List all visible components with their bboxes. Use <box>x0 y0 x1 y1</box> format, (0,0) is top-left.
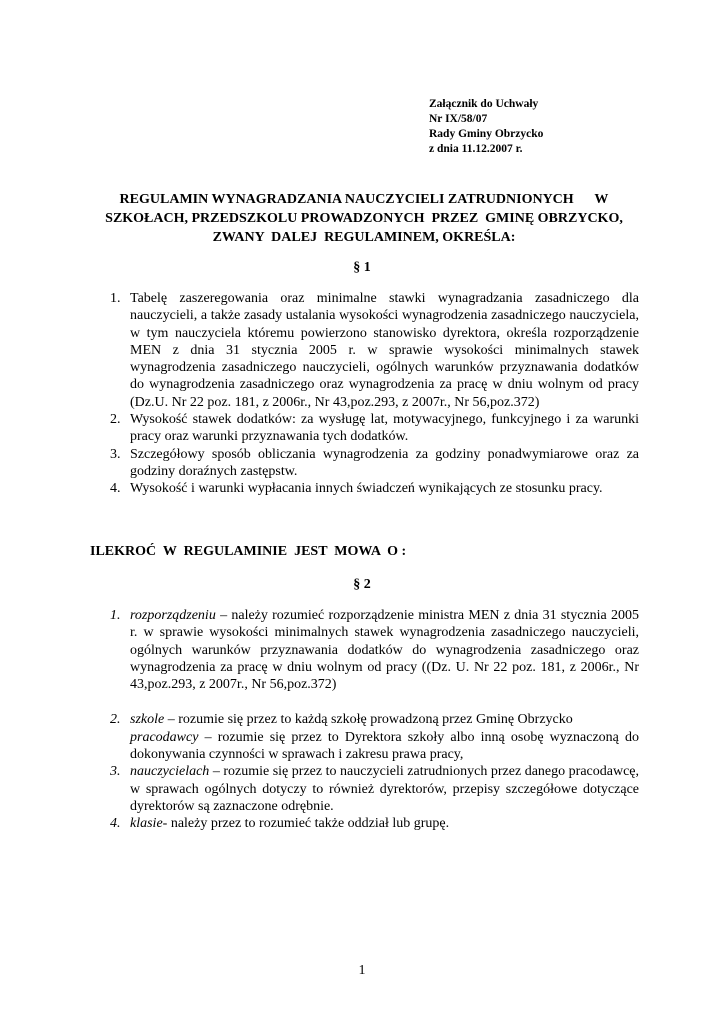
definitions-heading: ILEKROĆ W REGULAMINIE JEST MOWA O : <box>90 544 407 559</box>
item-text <box>130 607 639 693</box>
item-number: 1. <box>110 291 121 306</box>
list-item <box>95 607 639 693</box>
item-text: Wysokość i warunki wypłacania innych świadczeń wynikających ze stosunku pracy. <box>130 481 603 497</box>
list-item <box>95 480 639 497</box>
title-line: REGULAMIN WYNAGRADZANIA NAUCZYCIELI ZATRUDNIONYCH W <box>119 192 609 207</box>
item-text: Wysokość stawek dodatków: za wysługę lat, motywacyjnego, funkcyjnego i za warunki pracy oraz warunki przyznawania tych dodatków. <box>130 412 639 445</box>
item-number: 4. <box>110 481 121 497</box>
section-1-mark: § 1 <box>353 260 371 275</box>
title-line: ZWANY DALEJ REGULAMINEM, OKREŚLA: <box>212 230 516 245</box>
item-text <box>130 763 639 815</box>
defined-term: nauczycielach <box>130 764 210 780</box>
list-item <box>95 411 639 446</box>
item-number: 2. <box>110 412 121 428</box>
definition-text: - należy przez to rozumieć także oddział lub grupę. <box>162 816 450 832</box>
definition-text: – rozumie się przez to Dyrektora szkoły albo inną osobę wyznaczoną do dokonywania czynności w sprawach i zakresu prawa pracy, <box>130 729 639 763</box>
page-number: 1 <box>358 963 366 978</box>
item-text: Szczegółowy sposób obliczania wynagrodzenia za godziny ponadwymiarowe oraz za godziny doraźnych zastępstw. <box>130 446 639 479</box>
section-2-mark: § 2 <box>353 577 371 592</box>
attachment-line: z dnia 11.12.2007 r. <box>429 143 523 155</box>
item-number: 4. <box>110 816 121 832</box>
attachment-note <box>429 97 543 157</box>
title-line: SZKOŁACH, PRZEDSZKOLU PROWADZONYCH PRZEZ GMINĘ OBRZYCKO, <box>105 211 623 226</box>
list-item <box>95 711 639 763</box>
attachment-line: Załącznik do Uchwały <box>429 98 539 110</box>
item-number: 2. <box>110 712 121 728</box>
definition-text: – należy rozumieć rozporządzenie ministra MEN z dnia 31 stycznia 2005 r. w sprawie wysokości minimalnych stawek wynagrodzenia zasadniczego nauczycieli, ogólnych warunków przyznawania dodatków do wynagrodzenia zasadniczego oraz wynagrodzenia za pracę w dniu wolnym od pracy ((Dz. U. Nr 22 poz. 181, z 2006r., Nr 43,poz.293, z 2007r., Nr 56,poz.372) <box>130 608 639 693</box>
item-number: 1. <box>110 608 121 623</box>
item-number: 3. <box>110 446 121 462</box>
list-item <box>95 763 639 815</box>
defined-term: rozporządzeniu <box>130 608 216 623</box>
list-item <box>95 815 639 832</box>
definition-text: – rozumie się przez to nauczycieli zatrudnionych przez danego pracodawcę, w sprawach ogólnych dotyczy to również dyrektorów, przepisy szczegółowe dotyczące dyrektorów są zaznaczone odrębnie. <box>130 764 639 814</box>
definition-text: – rozumie się przez to każdą szkołę prowadzoną przez Gminę Obrzycko <box>164 712 573 728</box>
item-text <box>130 815 639 832</box>
document-title <box>90 190 638 247</box>
section-2-list <box>95 607 639 833</box>
section-1-list <box>95 290 639 498</box>
defined-term: pracodawcy <box>130 729 199 745</box>
attachment-line: Rady Gminy Obrzycko <box>429 128 544 140</box>
list-item <box>95 290 639 411</box>
defined-term: szkole <box>130 712 165 728</box>
item-text <box>130 711 639 763</box>
list-item <box>95 446 639 481</box>
attachment-line: Nr IX/58/07 <box>429 113 488 125</box>
defined-term: klasie <box>130 816 163 832</box>
item-number: 3. <box>110 764 121 780</box>
item-text: Tabelę zaszeregowania oraz minimalne stawki wynagradzania zasadniczego dla nauczycieli, a także zasady ustalania wysokości wynagrodzenia zasadniczego nauczyciela, w tym nauczyciela któremu powierzono stanowisko dyrektora, określa rozporządzenie MEN z dnia 31 stycznia 2005 r. w sprawie wysokości minimalnych stawek wynagrodzenia zasadniczego nauczycieli, ogólnych warunków przyznawania dodatków do wynagrodzenia zasadniczego oraz wynagrodzenia za pracę w dniu wolnym od pracy (Dz.U. Nr 22 poz. 181, z 2006r., Nr 43,poz.293, z 2007r., Nr 56,poz.372) <box>130 291 639 410</box>
